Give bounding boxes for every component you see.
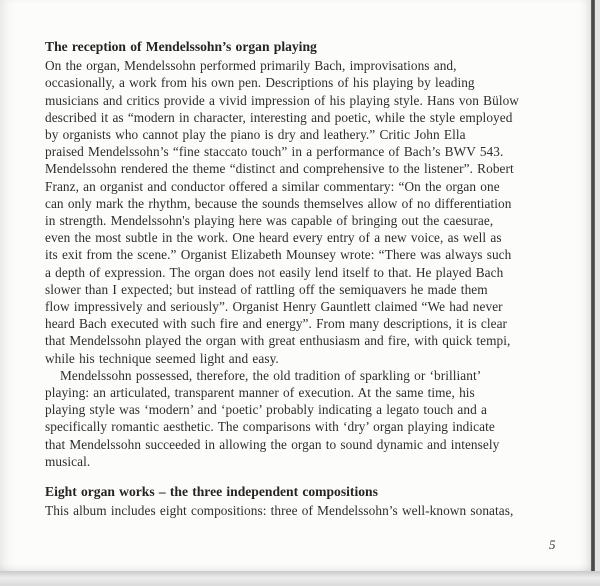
section-heading-reception: The reception of Mendelssohn’s organ playing (45, 39, 317, 54)
page-edge-shadow (591, 0, 595, 572)
text-block (45, 38, 585, 519)
paragraph-reception-1: On the organ, Mendelssohn performed primarily Bach, improvisations and, occasionally, a work from his own pen. Descriptions of his playing by leading musicians and critics provide a vivid impression of his playing style. Hans von Bülow described it as “modern in character, interesting and poetic, while the style employed by organists who cannot play the piano is dry and leathery.” Critic John Ella praised Mendelssohn’s “fine staccato touch” in a performance of Bach’s BWV 543. Mendelssohn rendered the theme “distinct and comprehensive to the listener”. Robert Franz, an organist and conductor offered a similar commentary: “On the organ one can only mark the rhythm, because the sounds themselves allow of no differentiation in strength. Mendelssohn's playing here was capable of bringing out the caesurae, even the most subtle in the work. One heard every entry of a new voice, as well as its exit from the scene.” Organist Elizabeth Mounsey wrote: “There was always such a depth of expression. The organ does not easily lend itself to that. He played Bach slower than I expected; but instead of rattling off the semiquavers he made them flow impressively and seriously”. Organist Henry Gauntlett claimed “We had never heard Bach executed with such fire and energy”. From many descriptions, it is clear that Mendelssohn played the organ with great enthusiasm and fire, with quick tempi, while his technique seemed light and easy. (45, 58, 519, 366)
page-number: 5 (549, 537, 556, 552)
paragraph-reception-2: Mendelssohn possessed, therefore, the old tradition of sparkling or ‘brilliant’ playing: an articulated, transparent manner of execution. At the same time, his playing style was ‘modern’ and ‘poetic’ probably indicating a legato touch and a specifically romantic aesthetic. The comparisons with ‘dry’ organ playing indicate that Mendelssohn succeeded in allowing the organ to sound dynamic and intensely musical. (45, 367, 500, 469)
section-heading-eight-works: Eight organ works – the three independent compositions (45, 484, 378, 500)
scan-background-band (0, 571, 600, 586)
paragraph-eight-works-1: This album includes eight compositions: three of Mendelssohn’s well-known sonatas, (45, 503, 514, 519)
